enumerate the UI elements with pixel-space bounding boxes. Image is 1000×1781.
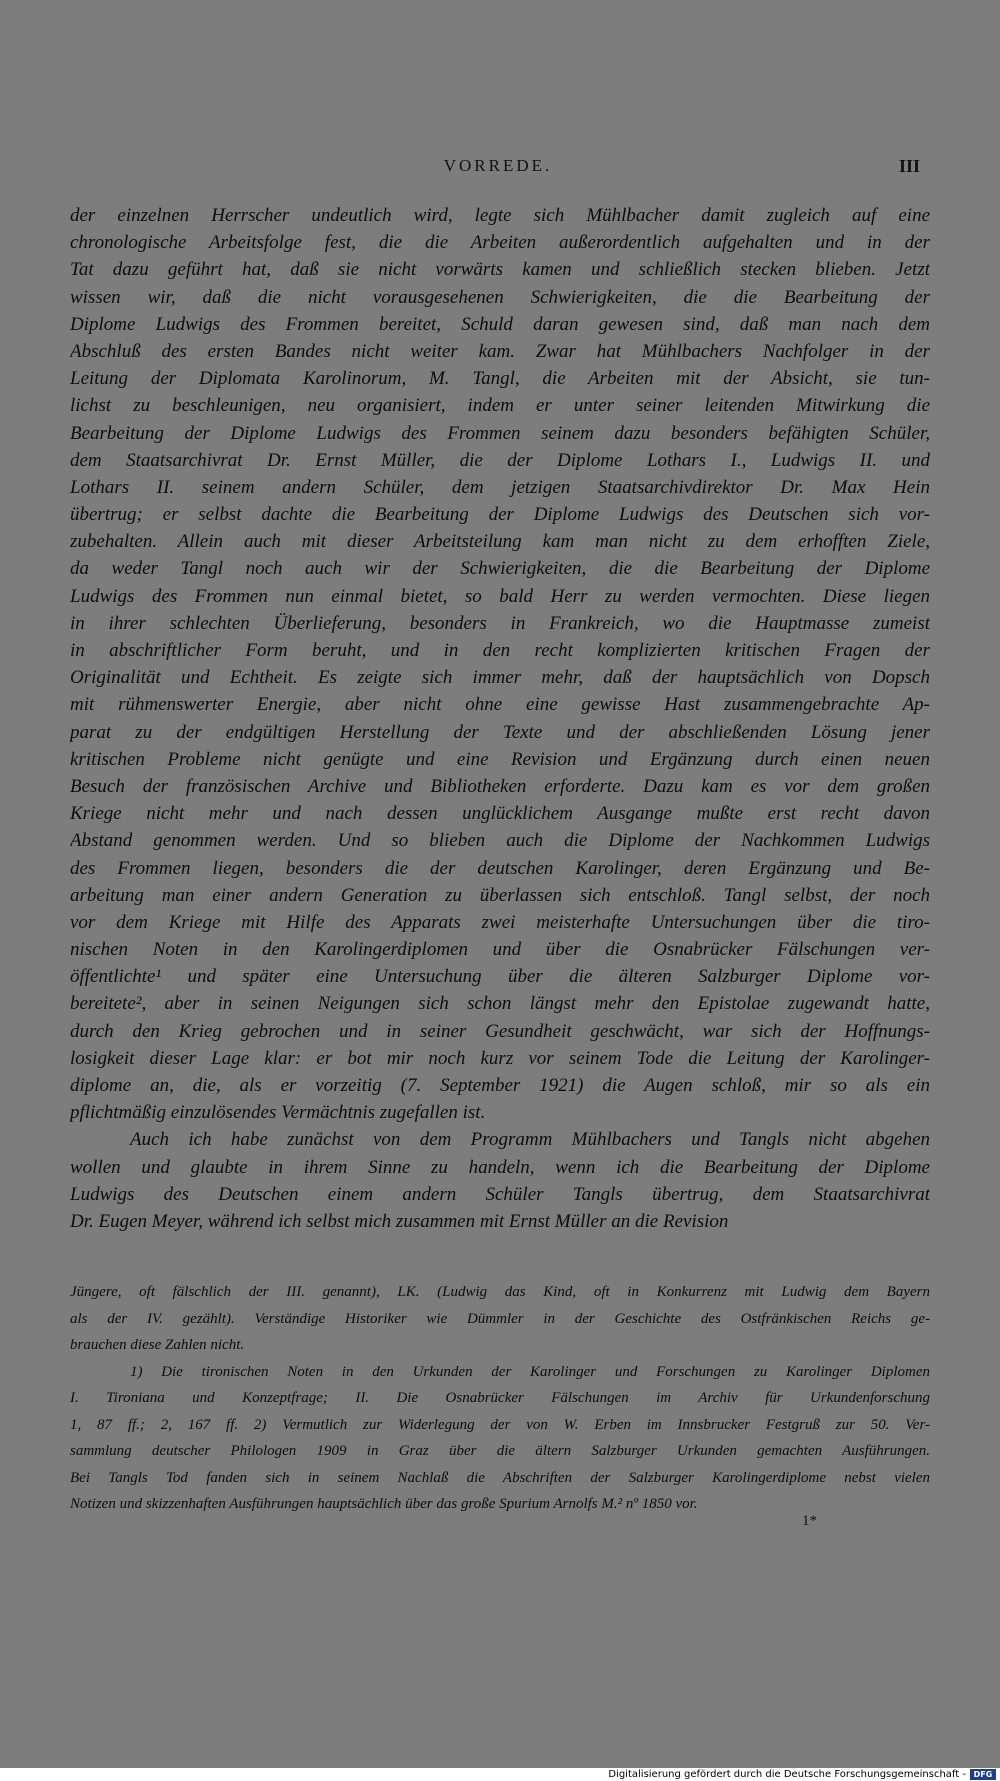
footnote-line: Jüngere, oft fälschlich der III. genannt), LK. (Ludwig das Kind, oft in Konkurrenz mit Ludwig dem Bayern: [70, 1284, 930, 1300]
text-line: Ludwigs des Deutschen einem andern Schüler Tangls übertrug, dem Staatsarchivrat: [70, 1183, 930, 1205]
text-line: Abstand genommen werden. Und so blieben auch die Diplome der Nachkommen Ludwigs: [70, 830, 930, 852]
text-line: chronologische Arbeitsfolge fest, die die Arbeiten außerordentlich aufgehalten und in der: [70, 232, 930, 254]
text-line: da weder Tangl noch auch wir der Schwierigkeiten, die die Bearbeitung der Diplome: [70, 558, 930, 580]
text-line: Kriege nicht mehr und nach dessen unglücklichem Ausgange mußte erst recht davon: [70, 803, 930, 825]
text-line: Abschluß des ersten Bandes nicht weiter kam. Zwar hat Mühlbachers Nachfolger in der: [70, 340, 930, 362]
dfg-logo: DFG: [970, 1769, 996, 1780]
text-line: wollen und glaubte in ihrem Sinne zu handeln, wenn ich die Bearbeitung der Diplome: [70, 1156, 930, 1178]
footer-bar: [0, 1768, 1000, 1781]
text-line: losigkeit dieser Lage klar: er bot mir noch kurz vor seinem Tode die Leitung der Karolinger-: [70, 1047, 930, 1069]
text-line: diplome an, die, als er vorzeitig (7. September 1921) die Augen schloß, mir so als ein: [70, 1075, 930, 1096]
text-line: in abschriftlicher Form beruht, und in den recht komplizierten kritischen Fragen der: [70, 640, 930, 661]
signature-mark: 1*: [802, 1513, 817, 1529]
text-line: öffentlichte¹ und später eine Untersuchung über die älteren Salzburger Diplome vor-: [70, 966, 930, 988]
text-line: Besuch der französischen Archive und Bibliotheken erforderte. Dazu kam es vor dem großen: [70, 775, 930, 797]
text-line: mit rühmenswerter Energie, aber nicht ohne eine gewisse Hast zusammengebrachte Ap-: [70, 694, 930, 716]
text-line: lichst zu beschleunigen, neu organisiert, indem er unter seiner leitenden Mitwirkung die: [70, 395, 930, 417]
running-header: [70, 156, 926, 182]
footnote-line: sammlung deutscher Philologen 1909 in Graz über die ältern Salzburger Urkunden gemachten Ausführungen.: [70, 1443, 930, 1459]
text-line: kritischen Probleme nicht genügte und eine Revision und Ergänzung durch einen neuen: [70, 748, 930, 770]
footnote-line: Bei Tangls Tod fanden sich in seinem Nachlaß die Abschriften der Salzburger Karolingerdiplome nebst vielen: [70, 1469, 930, 1486]
footnote-line: 1) Die tironischen Noten in den Urkunden der Karolinger und Forschungen zu Karolinger Diplomen: [130, 1363, 930, 1380]
text-line: übertrug; er selbst dachte die Bearbeitung der Diplome Ludwigs des Deutschen sich vor-: [70, 504, 930, 526]
footnote-line: Notizen und skizzenhaften Ausführungen hauptsächlich über das große Spurium Arnolfs M.² nº 1850 vor.: [70, 1496, 698, 1512]
text-line: durch den Krieg gebrochen und in seiner Gesundheit geschwächt, war sich der Hoffnungs-: [70, 1020, 930, 1042]
text-line: zubehalten. Allein auch mit dieser Arbeitsteilung kam man nicht zu dem erhofften Ziele,: [70, 531, 930, 553]
footnotes: [70, 1279, 930, 1518]
text-line: parat zu der endgültigen Herstellung der Texte und der abschließenden Lösung jener: [70, 721, 930, 743]
text-line: Diplome Ludwigs des Frommen bereitet, Schuld daran gewesen sind, daß man nach dem: [70, 313, 930, 335]
text-line: dem Staatsarchivrat Dr. Ernst Müller, die der Diplome Lothars I., Ludwigs II. und: [70, 449, 930, 471]
running-title: VORREDE.: [443, 156, 553, 175]
footnote-line: 1, 87 ff.; 2, 167 ff. 2) Vermutlich zur Widerlegung der von W. Erben im Innsbrucker Festgruß zur 50. Ver-: [70, 1416, 930, 1433]
footnote-line: I. Tironiana und Konzeptfrage; II. Die Osnabrücker Fälschungen im Archiv für Urkundenforschung: [70, 1390, 930, 1406]
text-line: der einzelnen Herrscher undeutlich wird, legte sich Mühlbacher damit zugleich auf eine: [70, 205, 930, 226]
text-line: arbeitung man einer andern Generation zu überlassen sich entschloß. Tangl selbst, der noch: [70, 884, 930, 906]
text-line: Ludwigs des Frommen nun einmal bietet, so bald Herr zu werden vermochten. Diese liegen: [70, 585, 930, 607]
text-line: pflichtmäßig einzulösendes Vermächtnis zugefallen ist.: [70, 1102, 486, 1124]
footer-credit: Digitalisierung gefördert durch die Deutsche Forschungsgemeinschaft -: [608, 1769, 966, 1780]
page-number: III: [898, 156, 920, 176]
text-line: wissen wir, daß die nicht vorausgesehenen Schwierigkeiten, die die Bearbeitung der: [70, 286, 930, 308]
main-text: [70, 202, 930, 1235]
footnote-line: brauchen diese Zahlen nicht.: [70, 1337, 245, 1353]
text-line: Dr. Eugen Meyer, während ich selbst mich zusammen mit Ernst Müller an die Revision: [70, 1210, 729, 1232]
text-line: Leitung der Diplomata Karolinorum, M. Tangl, die Arbeiten mit der Absicht, sie tun-: [70, 368, 930, 390]
text-line: Tat dazu geführt hat, daß sie nicht vorwärts kamen und schließlich stecken blieben. Jetzt: [70, 259, 930, 281]
text-line: Auch ich habe zunächst von dem Programm Mühlbachers und Tangls nicht abgehen: [130, 1129, 930, 1151]
text-line: des Frommen liegen, besonders die der deutschen Karolinger, deren Ergänzung und Be-: [70, 857, 930, 879]
text-line: bereitete², aber in seinen Neigungen sich schon längst mehr den Epistolae zugewandt hatte,: [70, 993, 930, 1015]
text-line: vor dem Kriege mit Hilfe des Apparats zwei meisterhafte Untersuchungen über die tiro-: [70, 911, 930, 933]
text-line: Lothars II. seinem andern Schüler, dem jetzigen Staatsarchivdirektor Dr. Max Hein: [70, 476, 930, 498]
text-line: Originalität und Echtheit. Es zeigte sich immer mehr, daß der hauptsächlich von Dopsch: [70, 667, 930, 689]
text-line: Bearbeitung der Diplome Ludwigs des Frommen seinem dazu besonders befähigten Schüler,: [70, 422, 930, 444]
footnote-line: als der IV. gezählt). Verständige Historiker wie Dümmler in der Geschichte des Ostfränkischen Reichs ge-: [70, 1310, 930, 1327]
text-line: in ihrer schlechten Überlieferung, besonders in Frankreich, wo die Hauptmasse zumeist: [70, 612, 930, 634]
text-line: nischen Noten in den Karolingerdiplomen und über die Osnabrücker Fälschungen ver-: [70, 939, 930, 961]
